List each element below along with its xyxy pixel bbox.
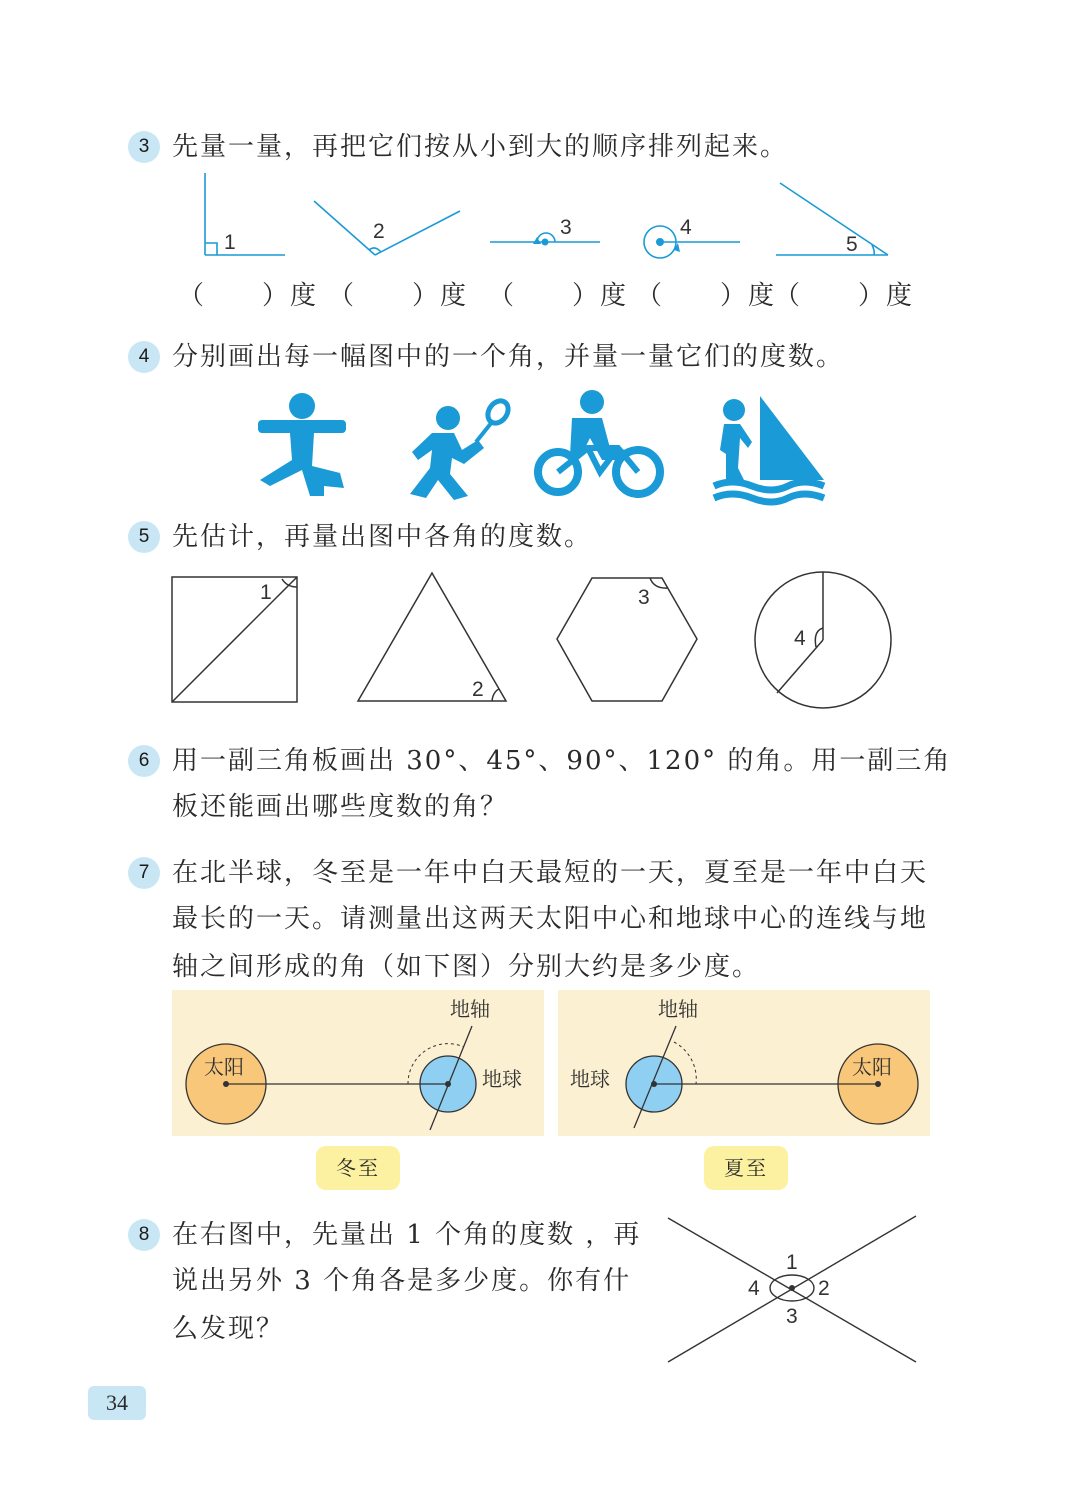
question-text: 先量一量，再把它们按从小到大的顺序排列起来。 <box>172 132 789 162</box>
angle-3-label: 3 <box>560 216 572 239</box>
circle-with-radii <box>755 572 891 708</box>
answer-blank-2[interactable]: （ ）度 <box>328 281 469 311</box>
question-number: 5 <box>128 521 160 553</box>
answer-blank-5[interactable]: （ ）度 <box>774 281 915 311</box>
winter-solstice-diagram <box>172 990 544 1136</box>
answer-blank-4[interactable]: （ ）度 <box>636 281 777 311</box>
angle-5-label: 5 <box>846 233 858 256</box>
q3-angle-figures <box>180 165 910 275</box>
earth-label: 地球 <box>570 1067 610 1091</box>
windsurfer-icon <box>714 396 824 502</box>
question-text-line-3: 么发现？ <box>172 1314 285 1344</box>
angle-3-label: 3 <box>786 1305 798 1328</box>
question-number: 4 <box>128 341 160 373</box>
angle-2-label: 2 <box>373 220 385 243</box>
angle-5 <box>776 183 888 255</box>
summer-solstice-diagram <box>558 990 930 1136</box>
equilateral-triangle <box>358 573 506 701</box>
axis-label: 地轴 <box>450 997 490 1021</box>
question-text-line-2: 最长的一天。请测量出这两天太阳中心和地球中心的连线与地 <box>172 904 929 934</box>
q3-answer-blanks <box>178 275 918 311</box>
question-number: 7 <box>128 857 160 889</box>
question-number: 3 <box>128 131 160 163</box>
question-text: 先估计，再量出图中各角的度数。 <box>172 522 593 552</box>
angle-2-label: 2 <box>818 1277 830 1300</box>
sun-label: 太阳 <box>204 1055 244 1079</box>
summer-solstice-caption: 夏至 <box>704 1146 788 1190</box>
question-text: 分别画出每一幅图中的一个角，并量一量它们的度数。 <box>172 342 845 372</box>
angle-1-label: 1 <box>786 1251 798 1274</box>
square-angle-1-label: 1 <box>260 581 272 604</box>
triangle-angle-2-label: 2 <box>472 678 484 701</box>
angle-4-label: 4 <box>680 216 692 239</box>
question-text-line-2: 板还能画出哪些度数的角？ <box>172 792 509 822</box>
regular-hexagon <box>557 578 697 701</box>
square-with-diagonal <box>172 577 297 702</box>
circle-angle-4-label: 4 <box>794 627 806 650</box>
badminton-player-icon <box>410 397 512 500</box>
q8-intersecting-lines <box>660 1210 922 1370</box>
winter-solstice-caption: 冬至 <box>316 1146 400 1190</box>
q5-shapes <box>160 565 910 715</box>
question-number: 8 <box>128 1219 160 1251</box>
sun-label: 太阳 <box>852 1055 892 1079</box>
lunge-figure-icon <box>258 393 346 496</box>
question-text-line-3: 轴之间形成的角（如下图）分别大约是多少度。 <box>172 952 761 982</box>
cyclist-icon <box>538 390 660 494</box>
axis-label: 地轴 <box>658 997 698 1021</box>
question-text-line-1: 在右图中，先量出 1 个角的度数 ，再 <box>172 1220 642 1250</box>
question-text-line-1: 在北半球，冬至是一年中白天最短的一天，夏至是一年中白天 <box>172 858 929 888</box>
page-number: 34 <box>88 1386 146 1420</box>
question-text-line-2: 说出另外 3 个角各是多少度。你有什 <box>172 1266 632 1296</box>
question-text-line-1: 用一副三角板画出 30°、45°、90°、120° 的角。用一副三角 <box>172 746 952 776</box>
answer-blank-1[interactable]: （ ）度 <box>178 281 319 311</box>
earth-label: 地球 <box>482 1067 522 1091</box>
question-number: 6 <box>128 745 160 777</box>
angle-1 <box>205 173 285 255</box>
angle-1-label: 1 <box>224 231 236 254</box>
hexagon-angle-3-label: 3 <box>638 586 650 609</box>
q4-sport-pictograms <box>240 388 840 508</box>
answer-blank-3[interactable]: （ ）度 <box>488 281 629 311</box>
angle-4-label: 4 <box>748 1277 760 1300</box>
angle-2 <box>314 201 460 255</box>
